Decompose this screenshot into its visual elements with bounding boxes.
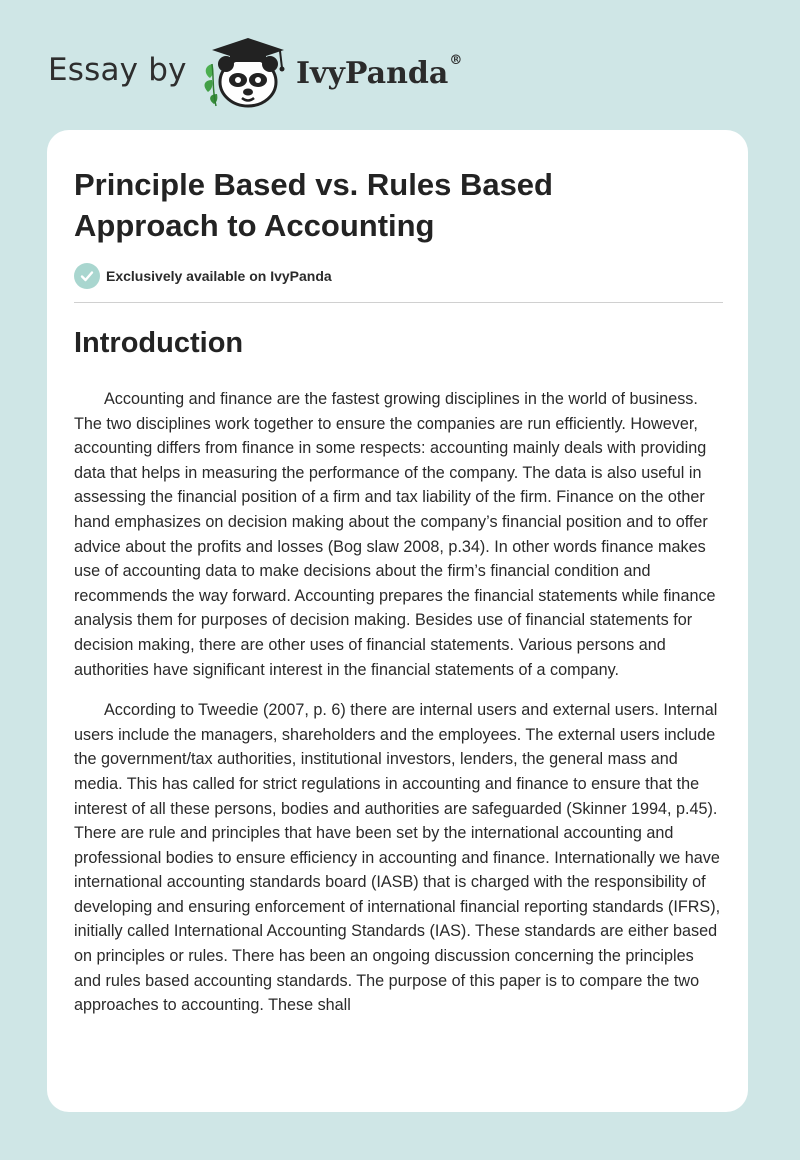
check-circle-icon xyxy=(74,263,100,289)
exclusive-badge xyxy=(74,263,332,289)
exclusive-label: Exclusively available on IvyPanda xyxy=(106,268,332,284)
brand-name[interactable] xyxy=(296,53,463,91)
article-title: Principle Based vs. Rules Based Approach to Accounting xyxy=(74,167,553,243)
article-card xyxy=(47,130,748,1112)
section-heading: Introduction xyxy=(74,327,244,359)
brand-name-text: IvyPanda xyxy=(296,56,449,91)
site-header xyxy=(48,28,648,112)
panda-graduation-cap-icon[interactable] xyxy=(200,34,296,114)
article-body xyxy=(74,387,724,1034)
paragraph-2: According to Tweedie (2007, p. 6) there are internal users and external users. Internal users include the managers, shareholders and the employees. The external users include the government/tax authorities, institutional investors, lenders, the general mass and media. This has called for strict regulations in accounting and finance to ensure that the interest of all these persons, bodies and authorities are safeguarded (Skinner 1994, p.45). There are rule and principles that have been set by the international accounting and professional bodies to ensure efficiency in accounting and finance. Internationally we have international accounting standards board (IASB) that is charged with the responsibility of developing and ensuring enforcement of international financial reporting standards (IFRS), initially called International Accounting Standards (IAS). These standards are either based on principles or rules. There has been an ongoing discussion concerning the principles and rules based accounting standards. The purpose of this paper is to compare the two approaches to accounting. These shall xyxy=(74,701,721,1015)
paragraph-1: Accounting and finance are the fastest growing disciplines in the world of business. The two disciplines work together to ensure the companies are run efficiently. However, accounting differs from finance in some respects: accounting mainly deals with providing data that helps in measuring the performance of the company. The data is also useful in assessing the financial position of a firm and tax liability of the firm. Finance on the other hand emphasizes on decision making about the company’s financial position and to offer advice about the profits and losses (Bog slaw 2008, p.34). In other words finance makes use of accounting data to make decisions about the firm’s financial condition and recommends the way forward. Accounting prepares the financial statements while finance analysis them for purposes of decision making. Besides use of financial statements for decision making, there are other uses of financial statements. Various persons and authorities have significant interest in the financial statements of a company. xyxy=(74,390,716,679)
essay-by-label: Essay by xyxy=(48,52,187,88)
title-divider xyxy=(74,302,723,303)
registered-mark: ® xyxy=(449,53,463,68)
